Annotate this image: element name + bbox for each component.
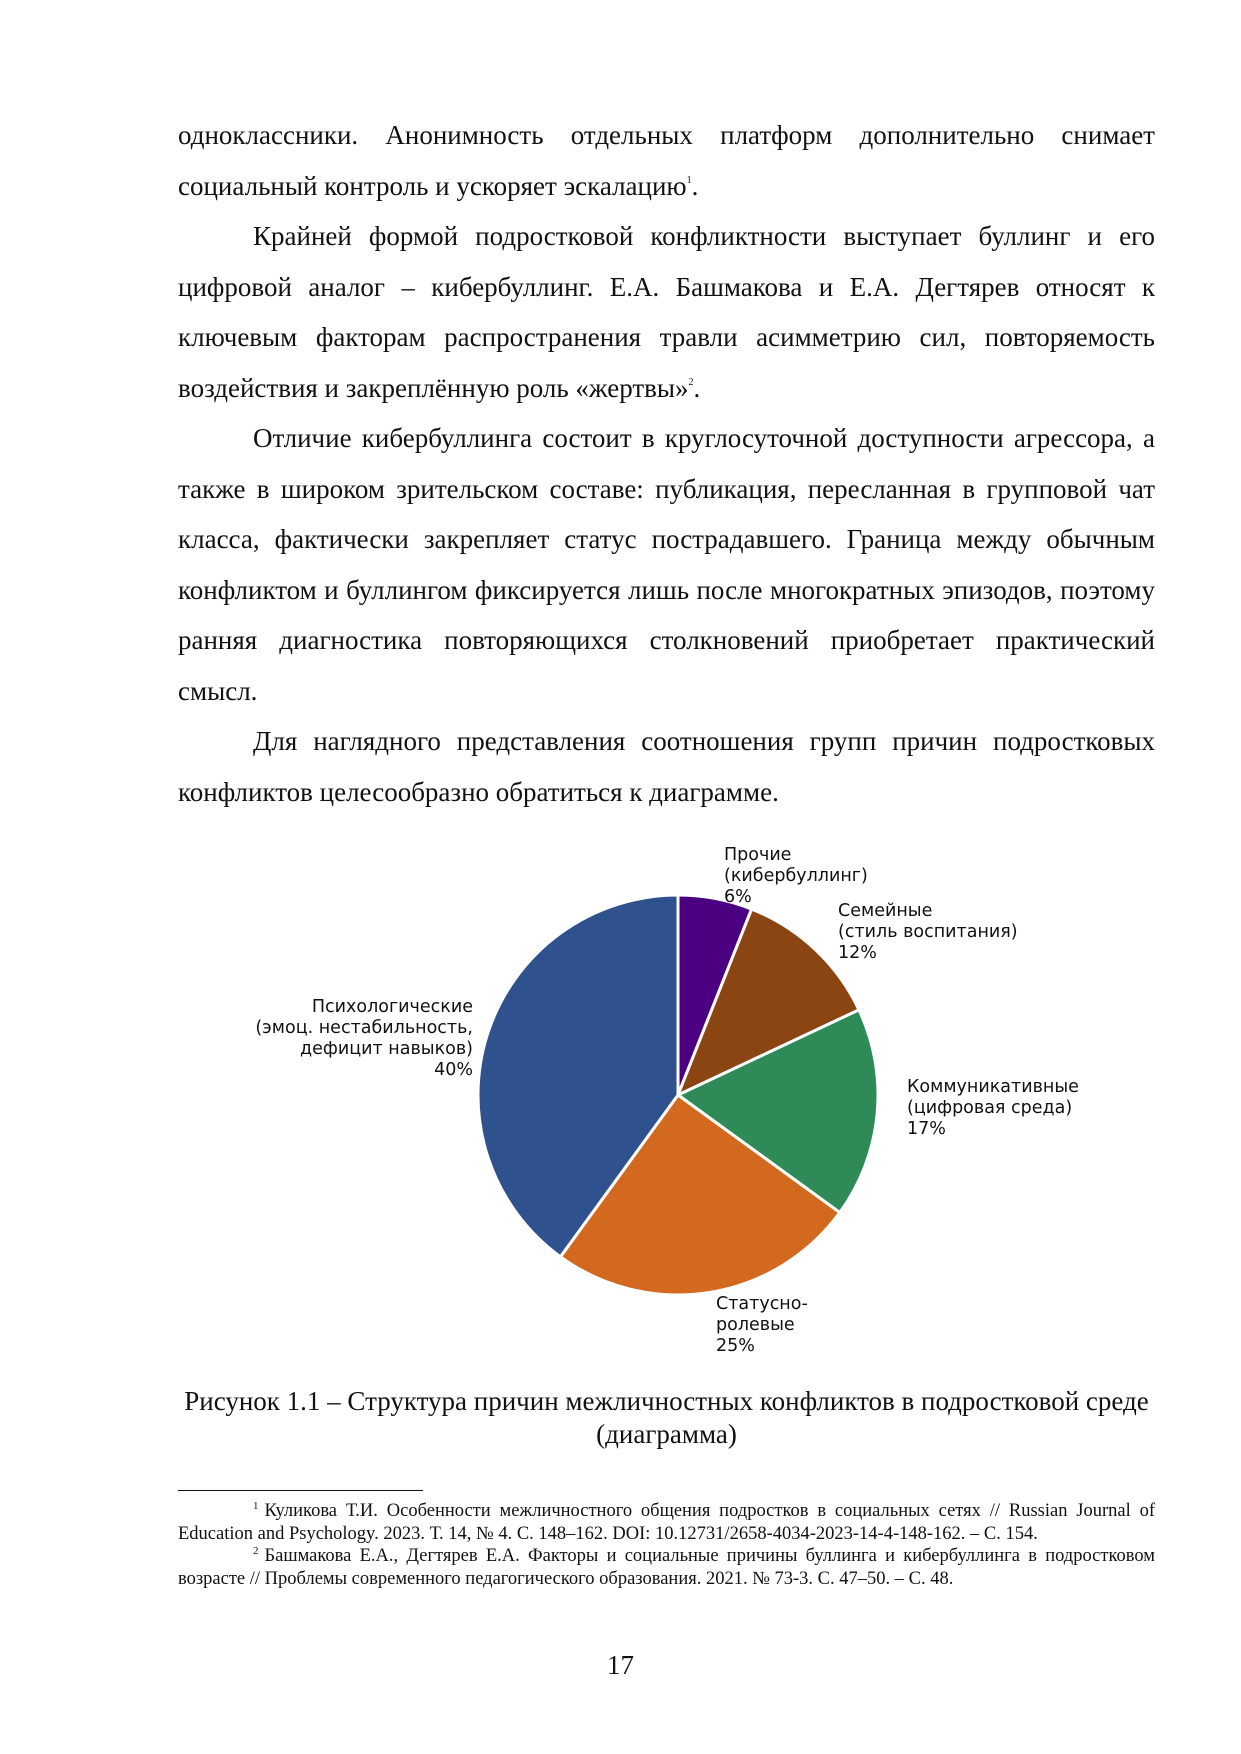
paragraph: одноклассники. Анонимность отдельных платформ дополнительно снимает социальный контроль и ускоряет эскалацию$^1$.	[178, 120, 1155, 201]
pie-slice-label: Статусно-ролевые 25%	[716, 1294, 808, 1356]
page-number: 17	[607, 1650, 634, 1680]
pie-slice-label: Психологические (эмоц. нестабильность, дефицит навыков) 40%	[255, 997, 473, 1080]
footnote-separator	[178, 1490, 423, 1491]
pie-slice-label: Прочие (кибербуллинг) 6%	[724, 845, 868, 907]
footnote-reference[interactable]: 2	[688, 376, 694, 388]
body-text	[178, 110, 1155, 817]
footnote: $^2$ Башмакова Е.А., Дегтярев Е.А. Факторы и социальные причины буллинга и кибербуллинга в подростковом возрасте // Проблемы современного педагогического образования. 2021. № 73-3. С. 47–50. – С. 48.	[178, 1544, 1155, 1589]
footnote-number: 2	[253, 1544, 259, 1557]
pie-slice-label: Семейные (стиль воспитания) 12%	[838, 901, 1018, 963]
pie-chart	[178, 840, 1155, 1360]
pie-chart-svg	[178, 840, 1155, 1360]
footnote: $^1$ Куликова Т.И. Особенности межличностного общения подростков в социальных сетях // Russian Journal of Education and Psychology. 2023. Т. 14, № 4. С. 148–162. DOI: 10.12731/2658-4034-2023-14-4-148-162. – С. 154.	[178, 1499, 1155, 1544]
paragraph: Отличие кибербуллинга состоит в круглосуточной доступности агрессора, а также в широком зрительском составе: публикация, пересланная в групповой чат класса, фактически закрепляет статус пострадавшего. Граница между обычным конфликтом и буллингом фиксируется лишь после многократных эпизодов, поэтому ранняя диагностика повторяющихся столкновений приобретает практический смысл.	[178, 423, 1155, 706]
footnote-number: 1	[253, 1499, 259, 1512]
pie-slice-label: Коммуникативные (цифровая среда) 17%	[907, 1077, 1079, 1139]
figure-caption: Рисунок 1.1 – Структура причин межличностных конфликтов в подростковой среде (диаграмма)	[184, 1386, 1149, 1449]
paragraph: Для наглядного представления соотношения групп причин подростковых конфликтов целесообразно обратиться к диаграмме.	[178, 726, 1155, 807]
footnotes	[178, 1500, 1155, 1590]
paragraph: Крайней формой подростковой конфликтности выступает буллинг и его цифровой аналог – кибербуллинг. Е.А. Башмакова и Е.А. Дегтярев относят к ключевым факторам распространения травли асимметрию сил, повторяемость воздействия и закреплённую роль «жертвы»$^2$.	[178, 221, 1155, 403]
footnote-reference[interactable]: 1	[686, 174, 692, 186]
